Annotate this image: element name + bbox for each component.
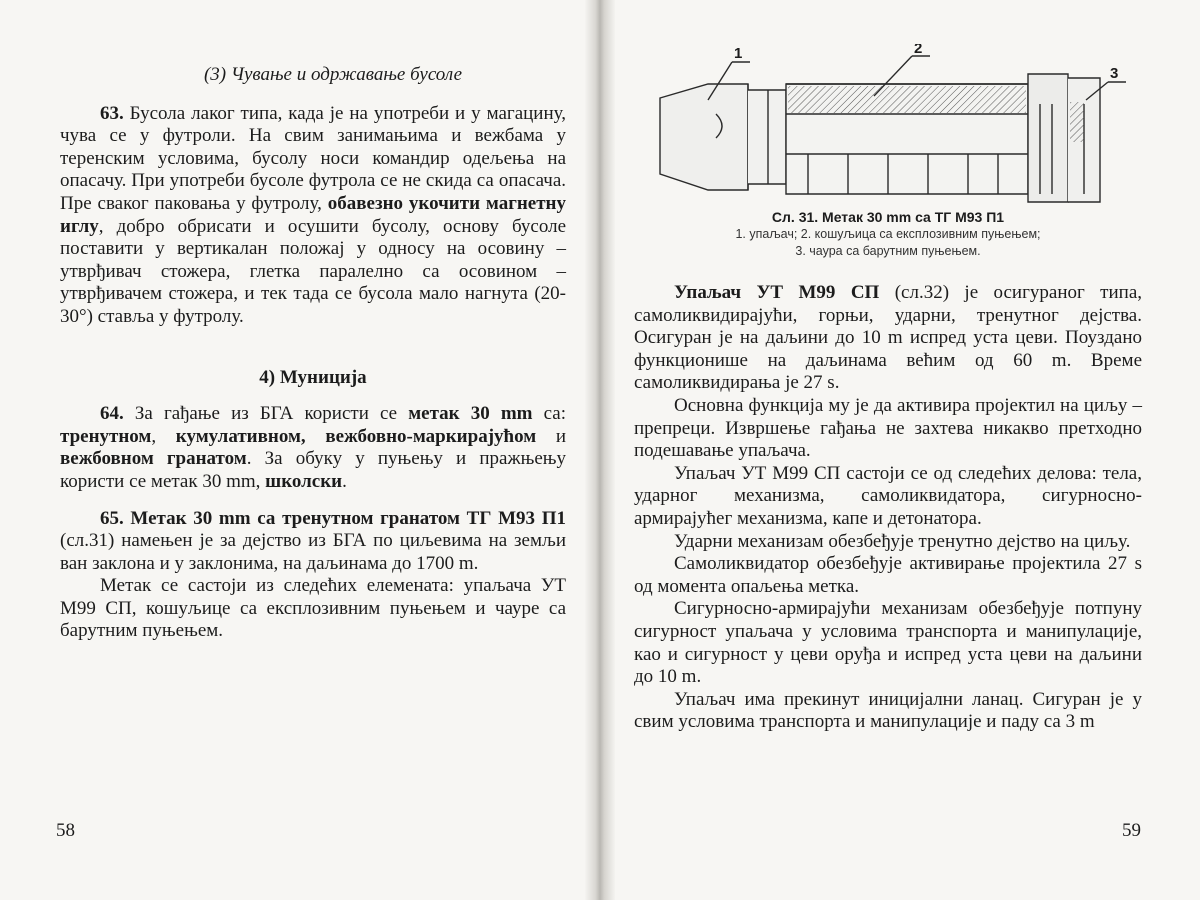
paragraph-64	[60, 403, 566, 493]
paragraph-65	[60, 508, 566, 576]
paragraph-text: , добро обрисати и осушити бусолу, основу бусоле поставити у вертикалан положај у односу на осовину – утврђивач стожера, глетка паралелно са осовином – утврђивачем стожера, и тек тада се бусола мало нагнута (20-30°) ставља у футролу.	[60, 215, 566, 327]
figure-label-2: 2	[914, 44, 923, 57]
paragraph-self-destruct: Самоликвидатор обезбеђује активирање пројектила 27 s од момента опаљења метка.	[634, 553, 1142, 597]
paragraph-text: .	[342, 470, 347, 492]
paragraph-63	[60, 103, 566, 329]
explosive-filling-hatch	[788, 86, 1026, 113]
page-number-right: 59	[1122, 820, 1141, 841]
figure-caption	[640, 208, 1136, 260]
munition-heading: 4) Муниција	[259, 366, 367, 388]
emphasis-text: вежбовном гранатом	[60, 448, 247, 470]
emphasis-text: школски	[265, 470, 343, 492]
propellant-hatch	[1070, 102, 1084, 142]
paragraph-chain: Упаљач има прекинут иницијални ланац. Сигуран је у свим условима транспорта и манипулације и паду са 3 m	[634, 688, 1142, 733]
paragraph-text: ,	[151, 425, 176, 447]
paragraph-65-continued: Метак се састоји из следећих елемената: упаљача УТ М99 СП, кошуљице са експлозивним пуњењем и чауре са барутним пуњењем.	[60, 575, 566, 642]
paragraph-text: и	[536, 425, 566, 447]
figure-label-1: 1	[734, 45, 743, 62]
emphasis-text: 65. Метак 30 mm са тренутном гранатом ТГ М93 П1	[100, 507, 566, 529]
paragraph-safety: Сигурносно-армирајући механизам обезбеђује потпуну сигурност упаљача у условима транспорта и манипулације, као и сигурност у цеви оруђа и испред уста цеви на даљини до 10 m.	[634, 598, 1142, 688]
figure-label-3: 3	[1110, 65, 1119, 82]
paragraph-text: За гађање из БГА користи се	[123, 403, 409, 425]
left-page-text	[60, 64, 566, 643]
emphasis-text: Упаљач УТ М99 СП	[674, 282, 880, 303]
paragraph-impact: Ударни механизам обезбеђује тренутно дејство на циљу.	[674, 530, 1131, 552]
paragraph-text: (сл.31) намењен је за дејство из БГА по циљевима на земљи ван заклона и у заклонима, на даљинама до 1700 m.	[60, 530, 566, 574]
paragraph-fuze	[634, 282, 1142, 395]
paragraph-number: 64.	[100, 403, 124, 425]
paragraph-function: Основна функција му је да активира пројектил на циљу – препреци. Извршење гађања не захтева никакво претходно подешавање упаљача.	[634, 394, 1142, 462]
paragraph-text: (сл.32) је осигураног типа, самоликвидирајући, горњи, ударни, тренутног дејства. Осигуран је на даљини до 10 m испред уста цеви. Поуздано функционише на даљинама већим од 60 m. Време самоликвидирања је 27 s.	[634, 282, 1142, 394]
emphasis-text: обавезно укочити магнетну иглу	[60, 192, 566, 237]
emphasis-text: кумулативном, вежбовно-маркирајућом	[175, 425, 537, 447]
section-heading: (3) Чување и одржавање бусоле	[203, 64, 463, 85]
paragraph-text: Бусола лаког типа, када је на употреби и у магацину, чува се у футроли. На свим занимањима и вежбама у теренским условима, бусолу носи командир одељења на опасачу. При употреби бусоле футрола се не скида са опасача. Пре сваког паковања у футролу,	[60, 102, 566, 214]
paragraph-text: . За обуку у пуњењу и пражњењу користи се метак 30 mm,	[60, 448, 566, 492]
emphasis-text: тренутном	[60, 425, 152, 447]
figure-caption-title: Сл. 31. Метак 30 mm са ТГ М93 П1	[771, 209, 1005, 225]
right-page-text	[634, 282, 1142, 734]
paragraph-number: 63.	[100, 102, 124, 124]
page-number-left: 58	[56, 820, 75, 841]
paragraph-text: са:	[532, 403, 566, 425]
cartridge-diagram	[648, 44, 1128, 204]
book-gutter	[585, 0, 615, 900]
emphasis-text: метак 30 mm	[408, 403, 533, 425]
figure-legend-line: 1. упаљач; 2. кошуљица са експлозивним пуњењем;	[735, 227, 1041, 241]
paragraph-parts: Упаљач УТ М99 СП састоји се од следећих делова: тела, ударног механизма, самоликвидатора, сигурносно-армирајућег механизма, капе и детонатора.	[634, 462, 1142, 529]
figure-legend-line: 3. чаура са барутним пуњењем.	[795, 244, 981, 258]
